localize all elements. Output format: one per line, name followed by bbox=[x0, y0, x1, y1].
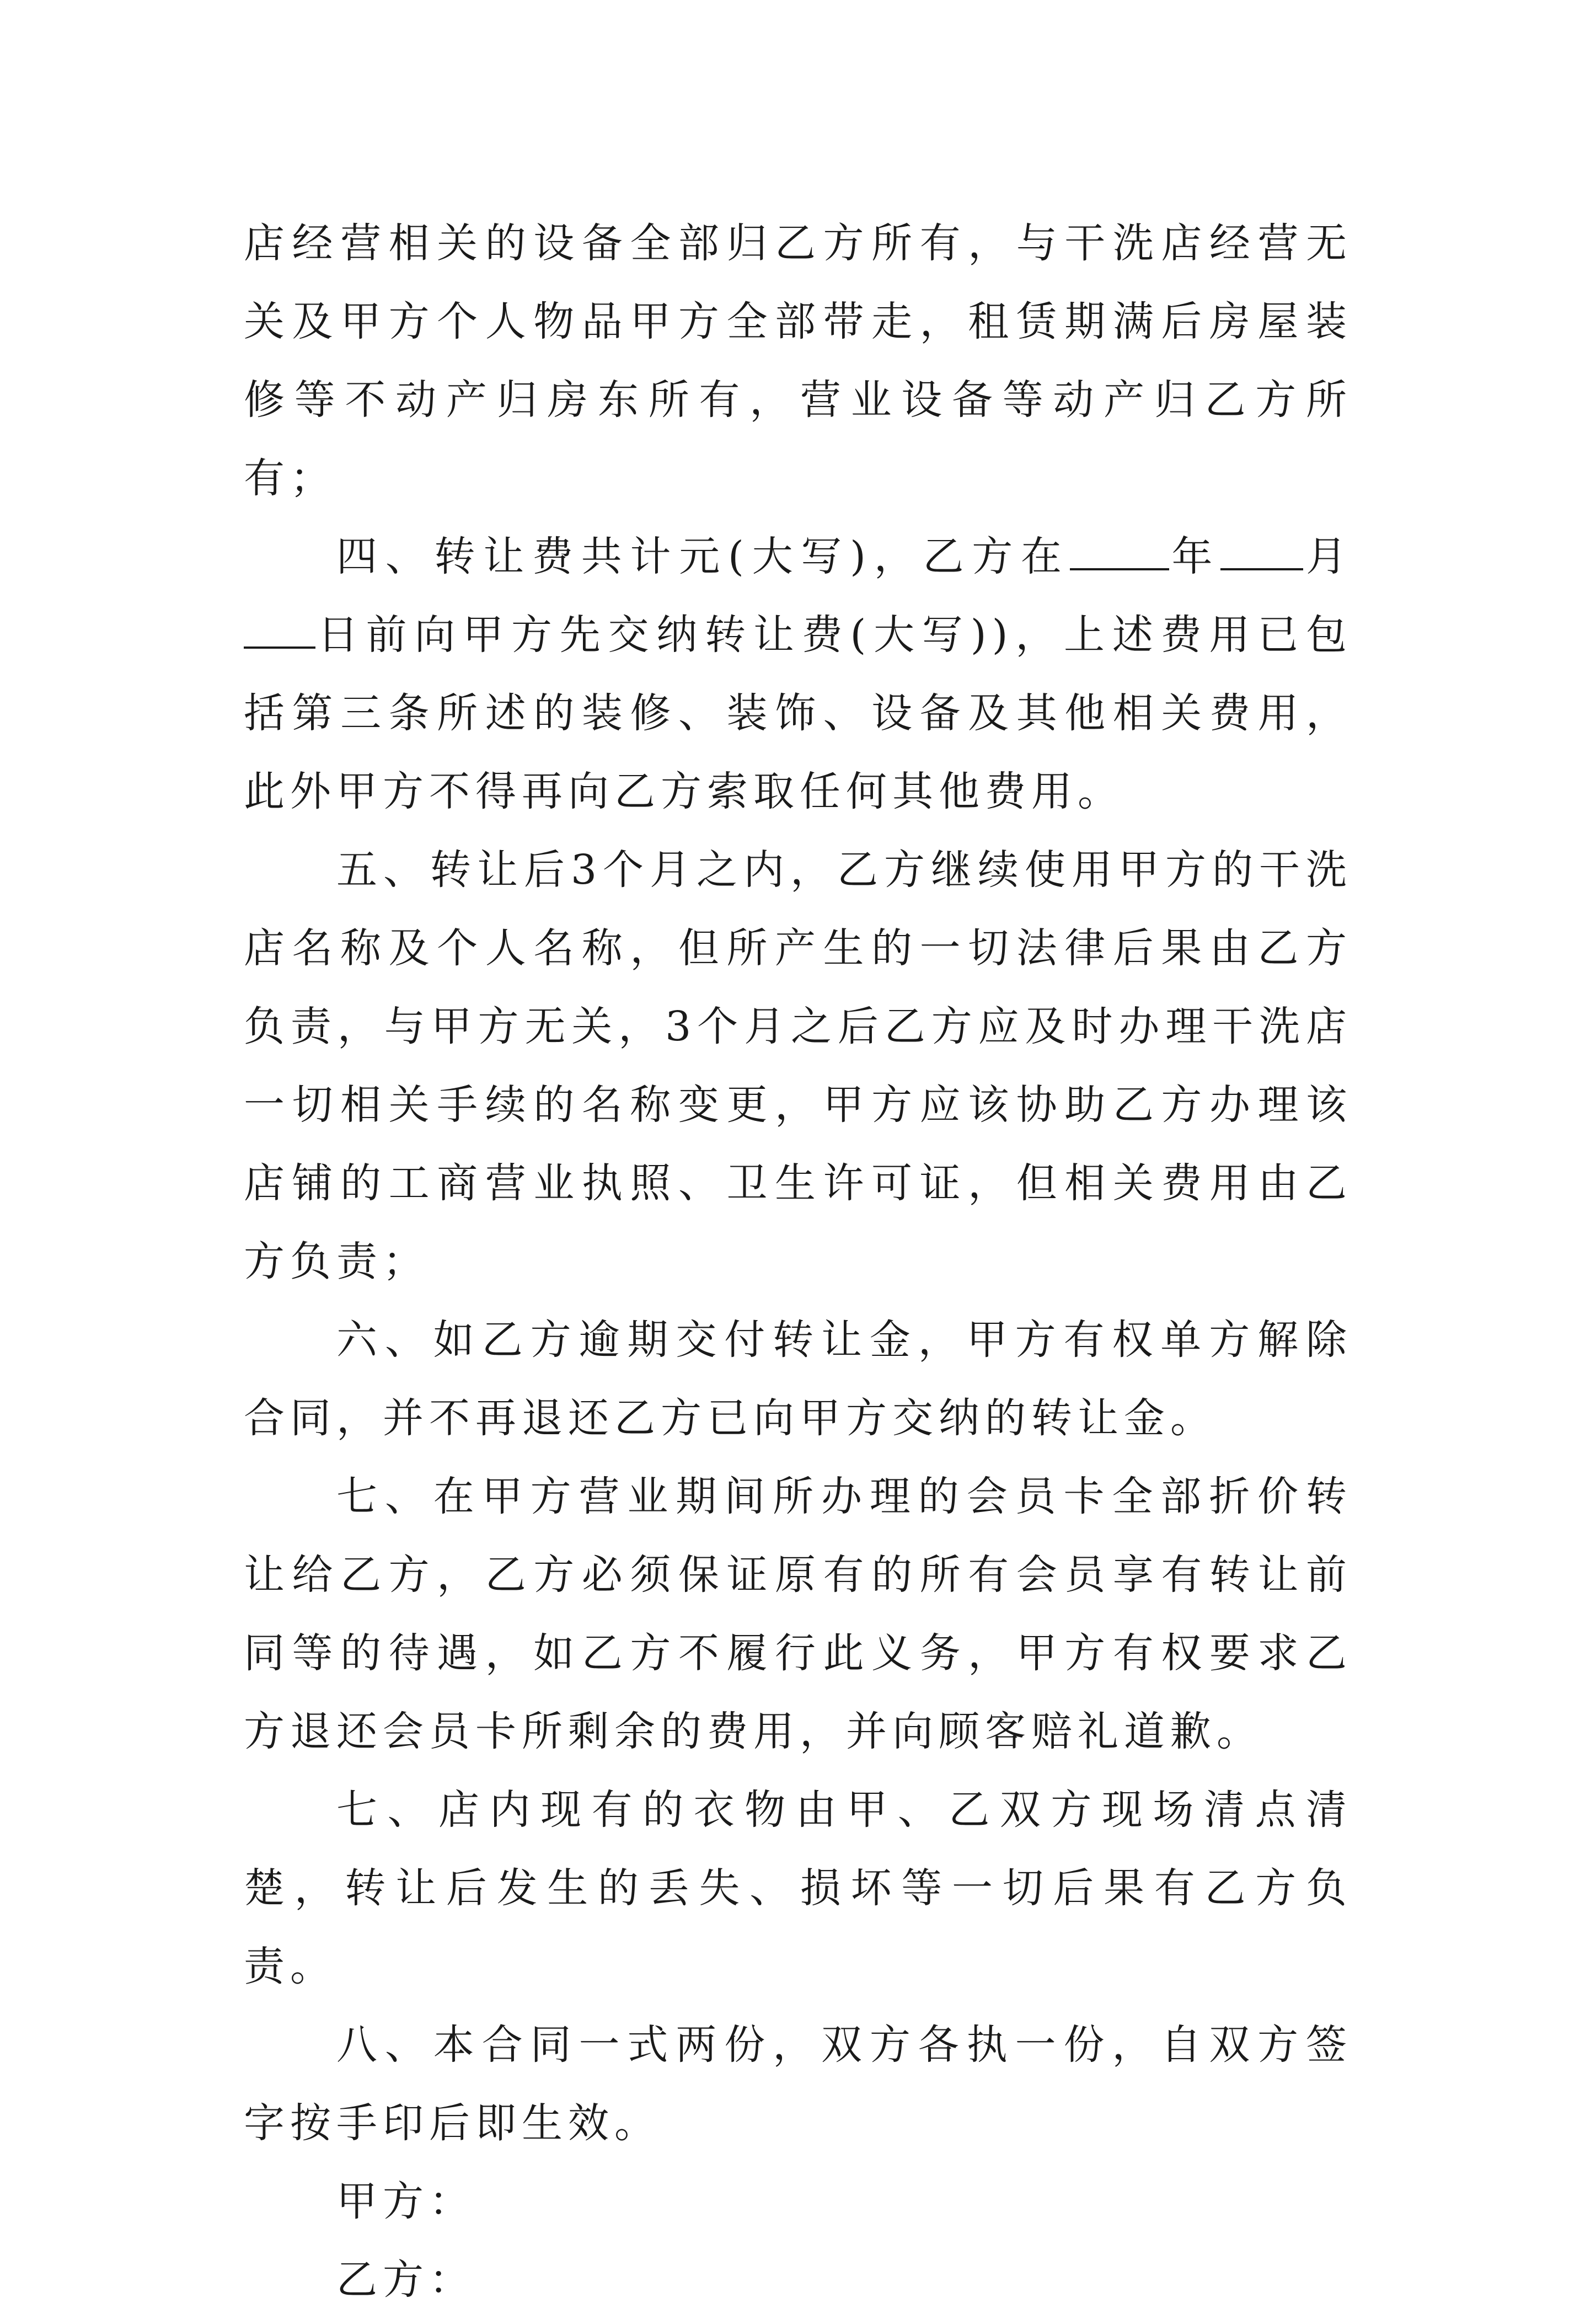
month-blank bbox=[1220, 530, 1303, 570]
paragraph-4-text-a: 四、转让费共计元(大写)，乙方在 bbox=[336, 533, 1070, 580]
contract-body bbox=[244, 204, 1352, 2319]
paragraph-4-text-b: 日前向甲方先交纳转让费(大写))，上述费用已包括第三条所述的装修、装饰、设备及其他相关费用，此外甲方不得再向乙方索取任何其他费用。 bbox=[244, 611, 1352, 815]
party-a-signature: 甲方： bbox=[336, 2178, 475, 2225]
month-label: 月 bbox=[1303, 533, 1352, 580]
paragraph-8: 八、本合同一式两份，双方各执一份，自双方签字按手印后即生效。 bbox=[244, 2021, 1352, 2147]
paragraph-4 bbox=[244, 517, 1352, 831]
paragraph-continuation: 店经营相关的设备全部归乙方所有，与干洗店经营无关及甲方个人物品甲方全部带走，租赁期满后房屋装修等不动产归房东所有，营业设备等动产归乙方所有； bbox=[244, 220, 1352, 502]
year-blank bbox=[1070, 530, 1169, 570]
paragraph-6: 六、如乙方逾期交付转让金，甲方有权单方解除合同，并不再退还乙方已向甲方交纳的转让金。 bbox=[244, 1316, 1352, 1442]
paragraph-5: 五、转让后3个月之内，乙方继续使用甲方的干洗店名称及个人名称，但所产生的一切法律后果由乙方负责，与甲方无关，3个月之后乙方应及时办理干洗店一切相关手续的名称变更，甲方应该协助乙方办理该店铺的工商营业执照、卫生许可证，但相关费用由乙方负责； bbox=[244, 846, 1352, 1285]
day-blank bbox=[244, 608, 315, 649]
paragraph-7b: 七、店内现有的衣物由甲、乙双方现场清点清楚，转让后发生的丢失、损坏等一切后果有乙方负责。 bbox=[244, 1786, 1352, 1990]
paragraph-7a: 七、在甲方营业期间所办理的会员卡全部折价转让给乙方，乙方必须保证原有的所有会员享有转让前同等的待遇，如乙方不履行此义务，甲方有权要求乙方退还会员卡所剩余的费用，并向顾客赔礼道歉。 bbox=[244, 1473, 1352, 1755]
party-b-signature: 乙方： bbox=[336, 2256, 475, 2304]
year-label: 年 bbox=[1169, 533, 1221, 580]
